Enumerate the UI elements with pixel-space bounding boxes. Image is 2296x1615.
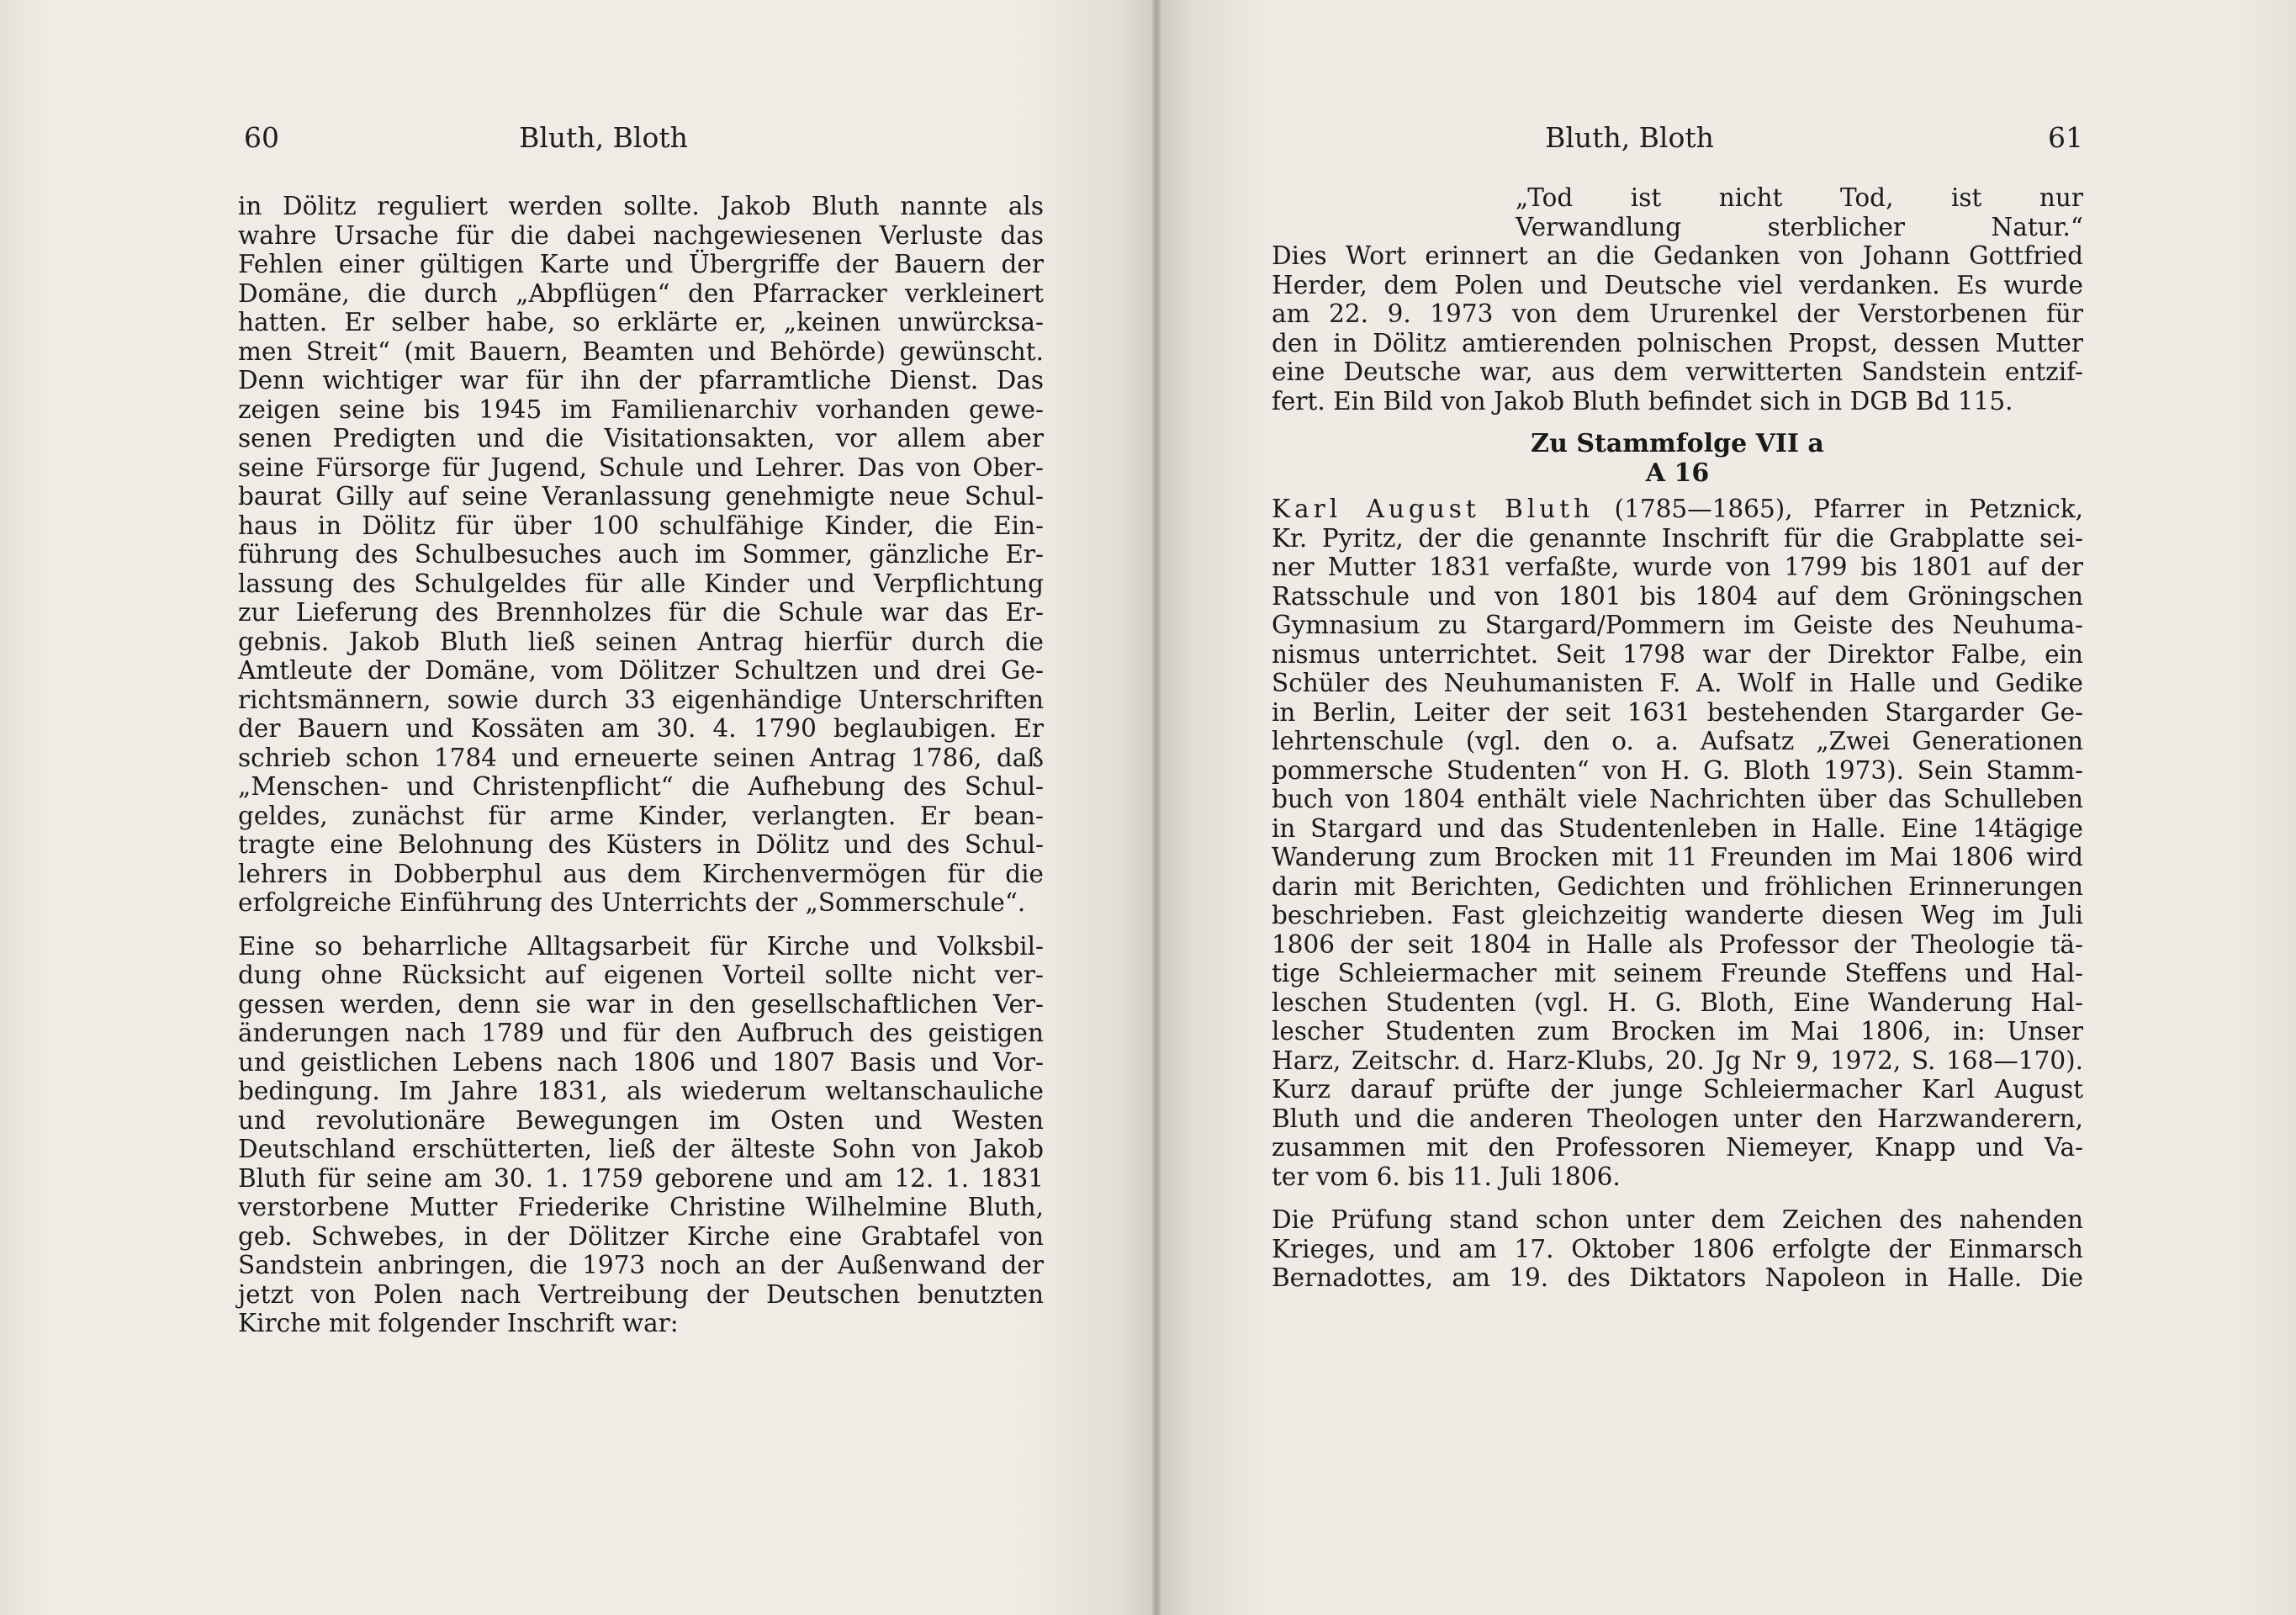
- right-paragraph-2-first-line: [1272, 495, 2083, 524]
- text-line: lescher Studenten zum Brocken im Mai 1806, in: Unser: [1272, 1017, 2083, 1046]
- text-line: Die Prüfung stand schon unter dem Zeichen des nahenden: [1272, 1205, 2083, 1234]
- text-line: baurat Gilly auf seine Veranlassung genehmigte neue Schul-: [238, 482, 1044, 511]
- page-number-left: 60: [244, 121, 279, 154]
- left-page-body: [238, 192, 1044, 1338]
- text-line: der Bauern und Kossäten am 30. 4. 1790 beglaubigen. Er: [238, 714, 1044, 743]
- text-line: ter vom 6. bis 11. Juli 1806.: [1272, 1162, 1621, 1191]
- text-line: wahre Ursache für die dabei nachgewiesenen Verluste das: [238, 220, 1044, 250]
- text-line: Bluth für seine am 30. 1. 1759 geborene und am 12. 1. 1831: [238, 1163, 1044, 1193]
- text-line: ner Mutter 1831 verfaßte, wurde von 1799 bis 1801 auf der: [1272, 553, 2083, 581]
- text-line: richtsmännern, sowie durch 33 eigenhändige Unterschriften: [238, 685, 1044, 714]
- text-line: am 22. 9. 1973 von dem Ururenkel der Verstorbenen für: [1272, 299, 2083, 328]
- text-line: in Berlin, Leiter der seit 1631 bestehenden Stargarder Ge-: [1272, 697, 2083, 727]
- text-line: eine Deutsche war, aus dem verwitterten Sandstein entzif-: [1272, 357, 2083, 386]
- person-name: Karl August Bluth: [1272, 495, 1595, 523]
- text-line: geldes, zunächst für arme Kinder, verlangten. Er bean-: [238, 801, 1044, 830]
- text-line: haus in Dölitz für über 100 schulfähige Kinder, die Ein-: [238, 511, 1044, 540]
- text-line: zur Lieferung des Brennholzes für die Schule war das Er-: [238, 598, 1044, 627]
- text-line: Schüler des Neuhumanisten F. A. Wolf in Halle und Gedike: [1272, 669, 2083, 697]
- left-paragraph-2: [238, 932, 1044, 1338]
- text-line: men Streit“ (mit Bauern, Beamten und Behörde) gewünscht.: [238, 336, 1044, 366]
- text-line: pommersche Studenten“ von H. G. Bloth 1973). Sein Stamm-: [1272, 755, 2083, 785]
- text-line: führung des Schulbesuches auch im Sommer, gänzliche Er-: [238, 540, 1044, 569]
- right-page-body: [1272, 183, 2083, 1293]
- text-line: leschen Studenten (vgl. H. G. Bloth, Eine Wanderung Hal-: [1272, 988, 2083, 1017]
- text-line: 1806 der seit 1804 in Halle als Professor der Theologie tä-: [1272, 929, 2083, 959]
- text-line: tragte eine Belohnung des Küsters in Dölitz und des Schul-: [238, 830, 1044, 859]
- right-paragraph-1: [1272, 241, 2083, 416]
- text-line: zeigen seine bis 1945 im Familienarchiv vorhanden gewe-: [238, 394, 1044, 424]
- text-line: verstorbene Mutter Friederike Christine Wilhelmine Bluth,: [238, 1193, 1044, 1221]
- text-line: Fehlen einer gültigen Karte und Übergriffe der Bauern der: [238, 250, 1044, 278]
- text-line: zusammen mit den Professoren Niemeyer, Knapp und Va-: [1272, 1133, 2083, 1162]
- text-line: fert. Ein Bild von Jakob Bluth befindet sich in DGB Bd 115.: [1272, 386, 2013, 416]
- text-line: in Stargard und das Studentenleben in Halle. Eine 14tägige: [1272, 813, 2083, 843]
- text-line: darin mit Berichten, Gedichten und fröhlichen Erinnerungen: [1272, 871, 2083, 901]
- right-paragraph-2: [1272, 524, 2083, 1192]
- text-line: Domäne, die durch „Abpflügen“ den Pfarracker verkleinert: [238, 278, 1044, 308]
- text-line: dung ohne Rücksicht auf eigenen Vorteil sollte nicht ver-: [238, 961, 1044, 989]
- right-page: [1156, 0, 2296, 1615]
- page-number-right: 61: [2048, 121, 2083, 154]
- running-head-right: Bluth, Bloth: [1545, 121, 1714, 154]
- text-line: buch von 1804 enthält viele Nachrichten über das Schulleben: [1272, 785, 2083, 813]
- book-gutter: [1152, 0, 1161, 1615]
- text-line: beschrieben. Fast gleichzeitig wanderte diesen Weg im Juli: [1272, 901, 2083, 929]
- text-line: den in Dölitz amtierenden polnischen Propst, dessen Mutter: [1272, 328, 2083, 357]
- text-line: senen Predigten und die Visitationsakten, vor allem aber: [238, 424, 1044, 453]
- text-line: und geistlichen Lebens nach 1806 und 1807 Basis und Vor-: [238, 1047, 1044, 1077]
- text-line: „Menschen- und Christenpflicht“ die Aufhebung des Schul-: [238, 772, 1044, 801]
- quote-line: Verwandlung sterblicher Natur.“: [1516, 212, 2083, 241]
- text-line: Sandstein anbringen, die 1973 noch an der Außenwand der: [238, 1251, 1044, 1279]
- text-line: Gymnasium zu Stargard/Pommern im Geiste des Neuhuma-: [1272, 611, 2083, 639]
- epitaph-quote: [1272, 183, 2083, 241]
- text-line: Ratsschule und von 1801 bis 1804 auf dem Gröningschen: [1272, 581, 2083, 611]
- text-line: lehrers in Dobberphul aus dem Kirchenvermögen für die: [238, 859, 1044, 888]
- text-line: in Dölitz reguliert werden sollte. Jakob Bluth nannte als: [238, 192, 1044, 220]
- text-line: Herder, dem Polen und Deutsche viel verdanken. Es wurde: [1272, 270, 2083, 299]
- text-line: Deutschland erschütterten, ließ der älteste Sohn von Jakob: [238, 1135, 1044, 1163]
- section-title: Zu Stammfolge VII a: [1531, 429, 1824, 458]
- text-line: Kirche mit folgender Inschrift war:: [238, 1309, 679, 1337]
- quote-line: „Tod ist nicht Tod, ist nur: [1516, 183, 2083, 212]
- section-subtitle: A 16: [1645, 458, 1710, 488]
- left-paragraph-1: [238, 192, 1044, 918]
- text-line: Eine so beharrliche Alltagsarbeit für Kirche und Volksbil-: [238, 931, 1044, 961]
- text-line: und revolutionäre Bewegungen im Osten und Westen: [238, 1105, 1044, 1135]
- text-line: gessen werden, denn sie war in den gesellschaftlichen Ver-: [238, 989, 1044, 1019]
- text-line: erfolgreiche Einführung des Unterrichts der „Sommerschule“.: [238, 888, 1026, 917]
- text-line: Wanderung zum Brocken mit 11 Freunden im Mai 1806 wird: [1272, 843, 2083, 871]
- text-line: lehrtenschule (vgl. den o. a. Aufsatz „Zwei Generationen: [1272, 727, 2083, 755]
- text-line: Bluth und die anderen Theologen unter den Harzwanderern,: [1272, 1104, 2083, 1133]
- text-line: jetzt von Polen nach Vertreibung der Deutschen benutzten: [238, 1279, 1044, 1309]
- text-line: lassung des Schulgeldes für alle Kinder und Verpflichtung: [238, 569, 1044, 598]
- text-line: Kr. Pyritz, der die genannte Inschrift für die Grabplatte sei-: [1272, 523, 2083, 553]
- running-head-left: Bluth, Bloth: [519, 121, 688, 154]
- text-line: geb. Schwebes, in der Dölitzer Kirche eine Grabtafel von: [238, 1221, 1044, 1251]
- text-line: nismus unterrichtet. Seit 1798 war der Direktor Falbe, ein: [1272, 639, 2083, 669]
- right-paragraph-3: [1272, 1205, 2083, 1293]
- text-line: gebnis. Jakob Bluth ließ seinen Antrag hierfür durch die: [238, 627, 1044, 656]
- text-line: Krieges, und am 17. Oktober 1806 erfolgte der Einmarsch: [1272, 1234, 2083, 1263]
- text-line: Dies Wort erinnert an die Gedanken von Johann Gottfried: [1272, 241, 2083, 270]
- text-line: Bernadottes, am 19. des Diktators Napoleon in Halle. Die: [1272, 1263, 2083, 1292]
- person-name-rest: (1785—1865), Pfarrer in Petznick,: [1594, 495, 2083, 523]
- text-line: tige Schleiermacher mit seinem Freunde Steffens und Hal-: [1272, 959, 2083, 988]
- text-line: Kurz darauf prüfte der junge Schleiermacher Karl August: [1272, 1075, 2083, 1104]
- text-line: änderungen nach 1789 und für den Aufbruch des geistigen: [238, 1019, 1044, 1047]
- text-line: Harz, Zeitschr. d. Harz-Klubs, 20. Jg Nr 9, 1972, S. 168—170).: [1272, 1046, 2083, 1075]
- text-line: Denn wichtiger war für ihn der pfarramtliche Dienst. Das: [238, 366, 1044, 394]
- text-line: bedingung. Im Jahre 1831, als wiederum weltanschauliche: [238, 1077, 1044, 1105]
- text-line: seine Fürsorge für Jugend, Schule und Lehrer. Das von Ober-: [238, 453, 1044, 482]
- text-line: schrieb schon 1784 und erneuerte seinen Antrag 1786, daß: [238, 743, 1044, 772]
- text-line: Amtleute der Domäne, vom Dölitzer Schultzen und drei Ge-: [238, 656, 1044, 685]
- text-line: hatten. Er selber habe, so erklärte er, „keinen unwürcksa-: [238, 308, 1044, 336]
